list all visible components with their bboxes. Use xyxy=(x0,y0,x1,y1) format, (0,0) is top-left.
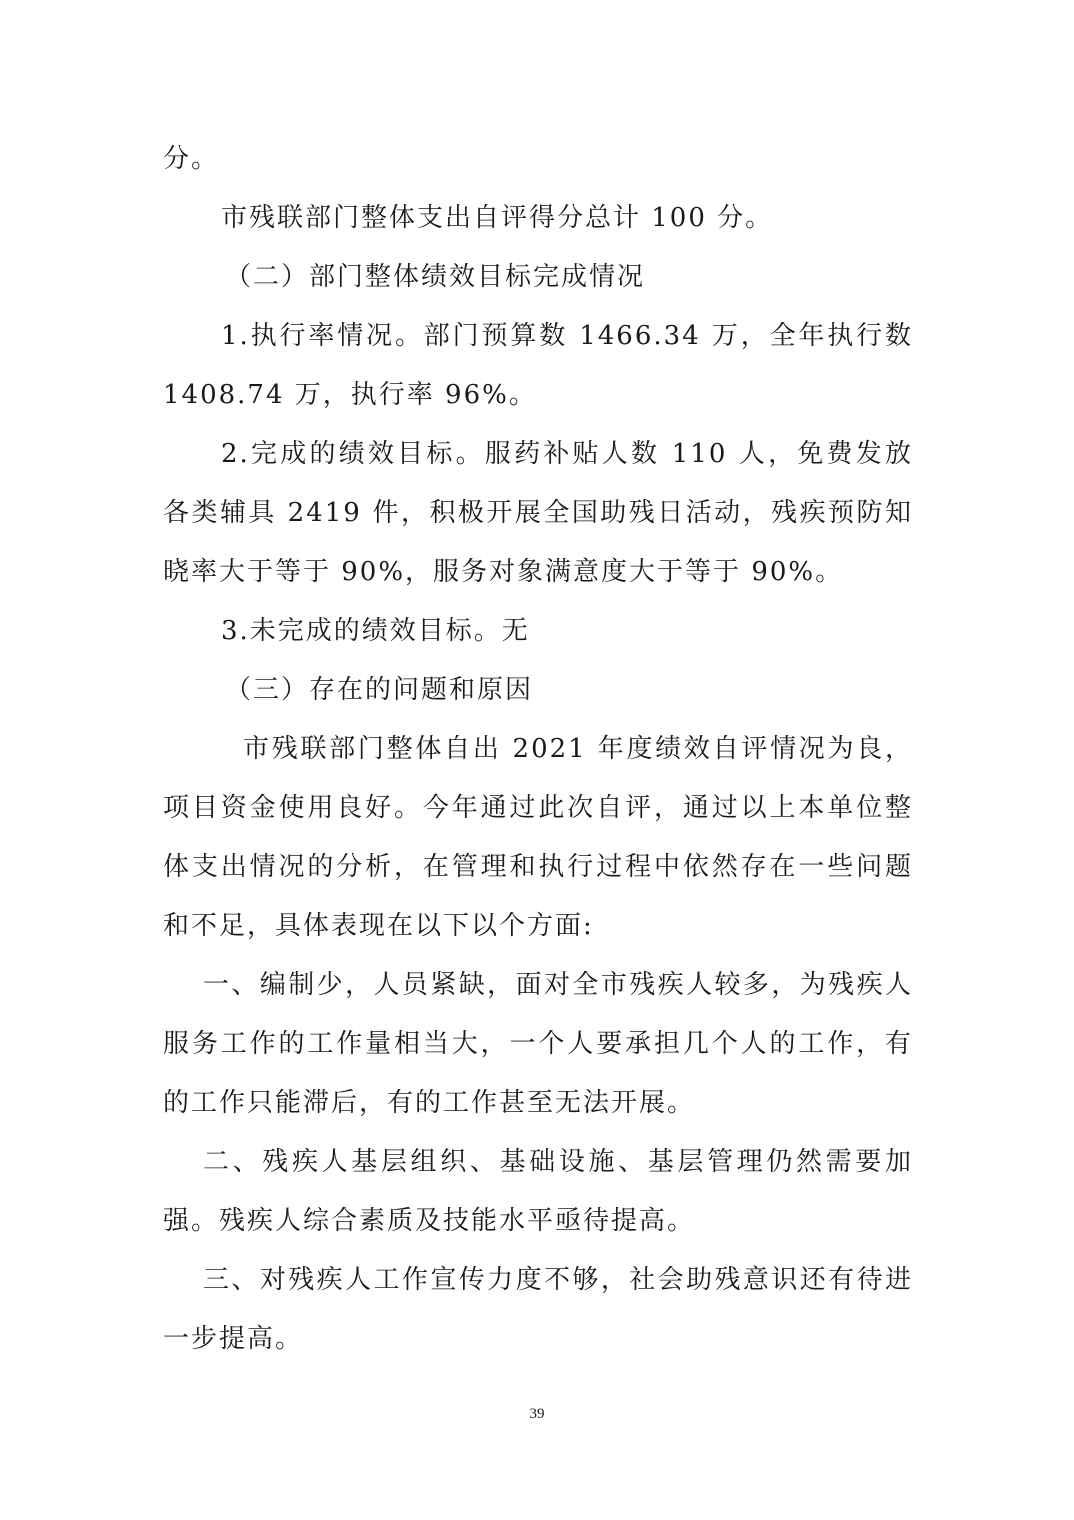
paragraph-problem-3: 三、对残疾人工作宣传力度不够，社会助残意识还有待进一步提高。 xyxy=(163,1265,913,1354)
page-number: 39 xyxy=(529,1406,545,1422)
section-heading-2: （二）部门整体绩效目标完成情况 xyxy=(225,262,646,292)
section-heading-3: （三）存在的问题和原因 xyxy=(225,675,534,705)
paragraph-problem-1: 一、编制少，人员紧缺，面对全市残疾人较多，为残疾人服务工作的工作量相当大，一个人要承担几个人的工作，有的工作只能滞后，有的工作甚至无法开展。 xyxy=(163,970,913,1118)
paragraph-uncompleted-goals: 3.未完成的绩效目标。无 xyxy=(221,616,530,646)
document-body xyxy=(163,130,913,1369)
paragraph-problem-2: 二、残疾人基层组织、基础设施、基层管理仍然需要加强。残疾人综合素质及技能水平亟待提高。 xyxy=(163,1147,913,1236)
paragraph-execution-rate: 1.执行率情况。部门预算数 1466.34 万，全年执行数 1408.74 万，执行率 96%。 xyxy=(163,321,913,410)
paragraph-continuation: 分。 xyxy=(163,144,220,174)
paragraph-total-score: 市残联部门整体支出自评得分总计 100 分。 xyxy=(221,203,774,233)
paragraph-completed-goals: 2.完成的绩效目标。服药补贴人数 110 人，免费发放各类辅具 2419 件，积极开展全国助残日活动，残疾预防知晓率大于等于 90%，服务对象满意度大于等于 90%。 xyxy=(163,439,913,587)
paragraph-problems-intro: 市残联部门整体自出 2021 年度绩效自评情况为良，项目资金使用良好。今年通过此次自评，通过以上本单位整体支出情况的分析，在管理和执行过程中依然存在一些问题和不足，具体表现在以下以个方面: xyxy=(163,734,913,941)
